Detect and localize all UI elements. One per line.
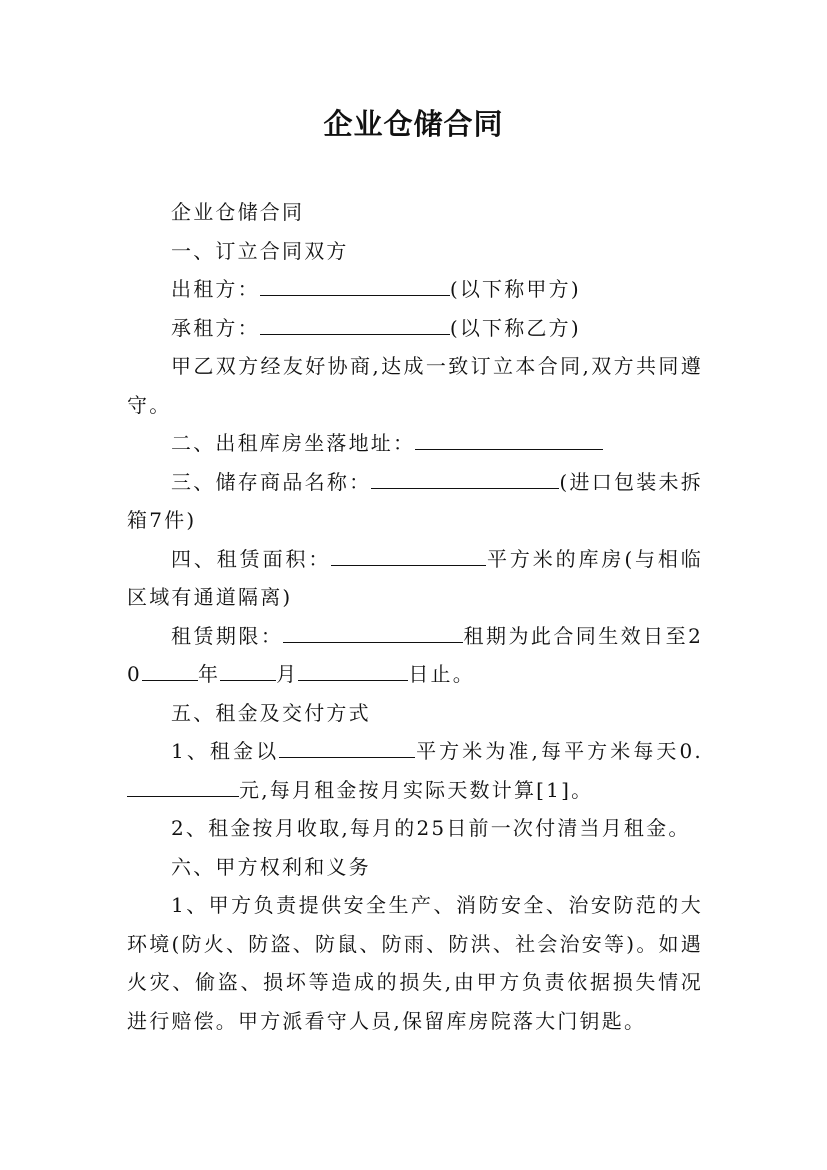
lessor-note: (以下称甲方) (449, 277, 581, 301)
paragraph-lease-term (127, 617, 703, 694)
month-label: 月 (276, 662, 299, 686)
paragraph-goods-name (127, 463, 703, 540)
rent-price-blank (127, 778, 239, 797)
paragraph-section-6 (127, 848, 703, 887)
lessor-duties-text: 1、甲方负责提供安全生产、消防安全、治安防范的大环境(防火、防盗、防鼠、防雨、防洪、社会治安等)。如遇火灾、偷盗、损坏等造成的损失,由甲方负责依据损失情况进行赔偿。甲方派看守人员,保留库房院落大门钥匙。 (127, 893, 703, 1033)
paragraph-lessee (127, 309, 703, 348)
warehouse-address-blank (415, 431, 603, 450)
paragraph-section-1 (127, 232, 703, 271)
paragraph-lessor-duties (127, 886, 703, 1040)
goods-name-blank (371, 470, 559, 489)
lessee-blank (260, 316, 450, 335)
lease-term-blank (283, 624, 463, 643)
rent-payment-text: 2、租金按月收取,每月的25日前一次付清当月租金。 (171, 816, 691, 840)
lessee-note: (以下称乙方) (449, 315, 581, 340)
lease-term-text: 租期为此合同生效日至20 (127, 623, 703, 686)
paragraph-contract-name (127, 193, 703, 232)
paragraph-lease-area (127, 540, 703, 617)
day-label: 日止。 (408, 662, 475, 686)
rent-basis-label: 1、租金以 (171, 739, 280, 763)
document-title: 企业仓储合同 (323, 107, 504, 141)
lessor-label: 出租方： (171, 277, 260, 301)
lease-area-label: 四、租赁面积： (171, 546, 332, 571)
paragraph-agreement (127, 347, 703, 424)
paragraph-section-5 (127, 694, 703, 733)
paragraph-lessor (127, 270, 703, 309)
end-month-blank (220, 662, 276, 681)
warehouse-address-label: 二、出租库房坐落地址： (171, 431, 416, 455)
goods-name-label: 三、储存商品名称： (171, 469, 372, 494)
contract-name-text: 企业仓储合同 (171, 200, 305, 224)
section-1-heading: 一、订立合同双方 (171, 238, 349, 263)
rent-calculation-text: 元,每月租金按月实际天数计算[1]。 (239, 777, 594, 802)
end-day-blank (298, 662, 408, 681)
goods-name-note: (进口包装未拆箱7件) (127, 469, 703, 532)
paragraph-warehouse-address (127, 424, 703, 463)
section-6-heading: 六、甲方权利和义务 (171, 854, 371, 879)
document-body (127, 193, 703, 1040)
paragraph-rent-payment (127, 809, 703, 848)
lessee-label: 承租方： (171, 315, 260, 340)
paragraph-rent-rate (127, 732, 703, 809)
lease-area-note: 平方米的库房(与相临区域有通道隔离) (127, 546, 703, 609)
section-5-heading: 五、租金及交付方式 (171, 700, 371, 725)
lease-term-label: 租赁期限： (171, 623, 284, 648)
lessor-blank (260, 277, 450, 296)
end-year-blank (142, 662, 198, 681)
year-label: 年 (197, 662, 221, 686)
rent-rate-text: 平方米为准,每平方米每天0. (415, 739, 703, 763)
agreement-text: 甲乙双方经友好协商,达成一致订立本合同,双方共同遵守。 (127, 354, 703, 417)
lease-area-blank (331, 547, 486, 566)
rent-area-blank (279, 739, 415, 758)
